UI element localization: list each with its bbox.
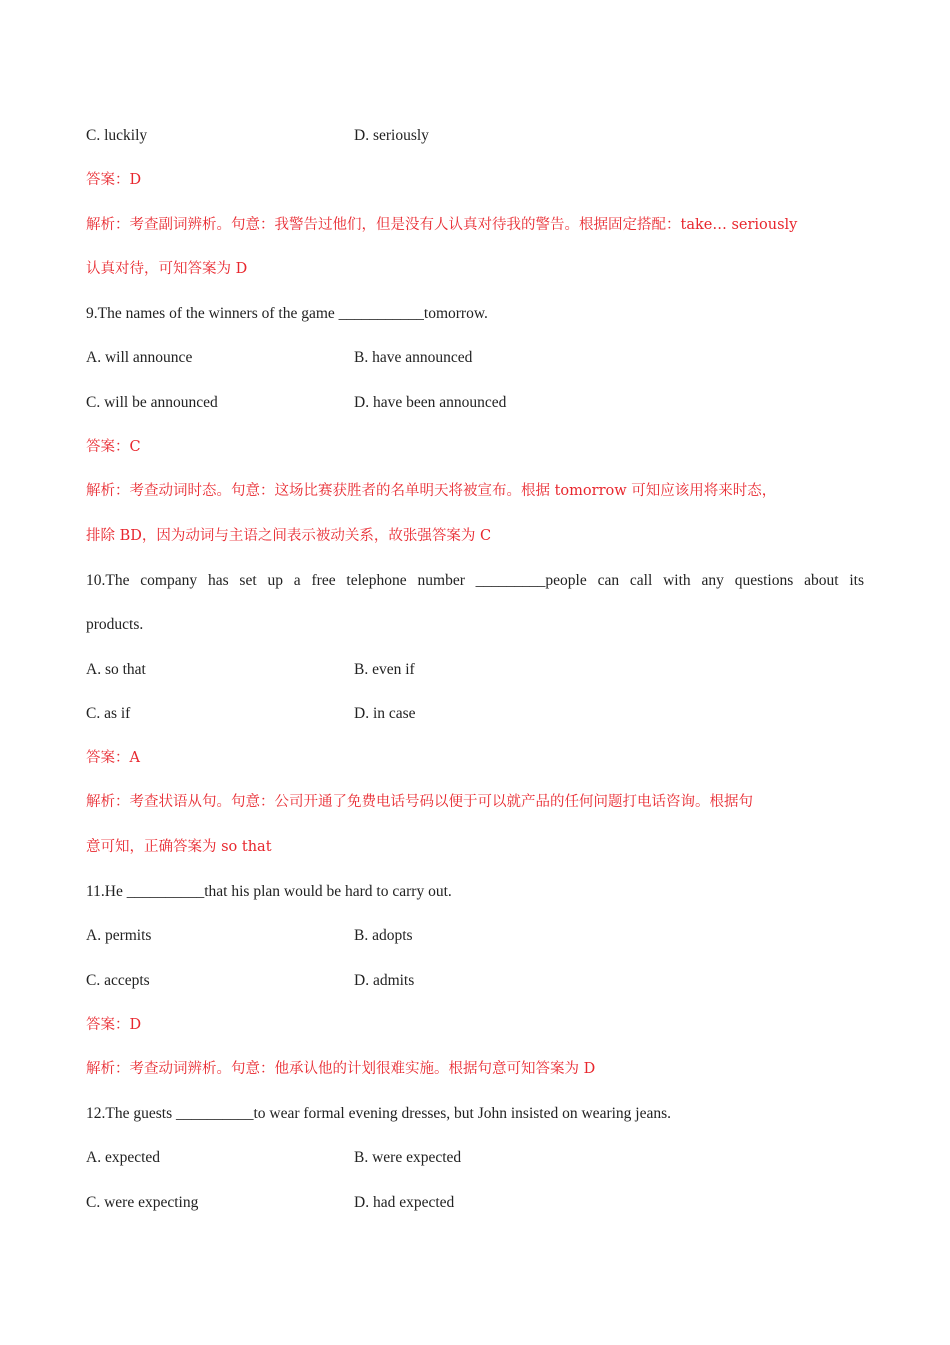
- q11-option-b: B. adopts: [354, 927, 413, 944]
- q12-stem: 12.The guests __________to wear formal evening dresses, but John insisted on wearing jeans.: [86, 1105, 672, 1122]
- q10-option-a: A. so that: [86, 661, 146, 678]
- q9-option-c: C. will be announced: [86, 394, 218, 411]
- q11-option-a: A. permits: [86, 927, 152, 944]
- q10-analysis-line2: 意可知，正确答案为 so that: [86, 839, 272, 855]
- q11-option-c: C. accepts: [86, 972, 150, 989]
- q9-option-a: A. will announce: [86, 349, 193, 366]
- q8-option-c: C. luckily: [86, 127, 148, 144]
- q12-option-a: A. expected: [86, 1149, 161, 1166]
- q12-option-b: B. were expected: [354, 1149, 462, 1166]
- q11-option-d: D. admits: [354, 972, 415, 989]
- q12-option-d: D. had expected: [354, 1194, 455, 1211]
- q9-analysis-line2: 排除 BD，因为动词与主语之间表示被动关系，故张强答案为 C: [86, 528, 492, 544]
- q11-answer: 答案：D: [86, 1017, 142, 1033]
- q10-option-d: D. in case: [354, 705, 416, 722]
- q9-option-b: B. have announced: [354, 349, 473, 366]
- q10-stem-line2: products.: [86, 616, 144, 633]
- q9-analysis-line1: 解析：考查动词时态。句意：这场比赛获胜者的名单明天将被宣布。根据 tomorrow 可知应该用将来时态，: [86, 483, 777, 499]
- q12-option-c: C. were expecting: [86, 1194, 199, 1211]
- q9-stem: 9.The names of the winners of the game ___________tomorrow.: [86, 305, 488, 322]
- q8-analysis-line2: 认真对待，可知答案为 D: [86, 261, 248, 277]
- q10-answer: 答案：A: [86, 750, 140, 766]
- q10-analysis-line1: 解析：考查状语从句。句意：公司开通了免费电话号码以便于可以就产品的任何问题打电话咨询。根据句: [86, 794, 753, 810]
- q10-option-c: C. as if: [86, 705, 131, 722]
- q8-option-d: D. seriously: [354, 127, 429, 144]
- q9-answer: 答案：C: [86, 439, 141, 455]
- q8-analysis-line1: 解析：考查副词辨析。句意：我警告过他们，但是没有人认真对待我的警告。根据固定搭配：take… seriously: [86, 217, 798, 233]
- q11-stem: 11.He __________that his plan would be hard to carry out.: [86, 883, 452, 900]
- q9-option-d: D. have been announced: [354, 394, 507, 411]
- q10-option-b: B. even if: [354, 661, 415, 678]
- q10-stem-line1: 10.The company has set up a free telephone number _________people can call with any questions about its: [86, 572, 864, 589]
- q8-answer: 答案：D: [86, 172, 142, 188]
- q11-analysis-line1: 解析：考查动词辨析。句意：他承认他的计划很难实施。根据句意可知答案为 D: [86, 1061, 596, 1077]
